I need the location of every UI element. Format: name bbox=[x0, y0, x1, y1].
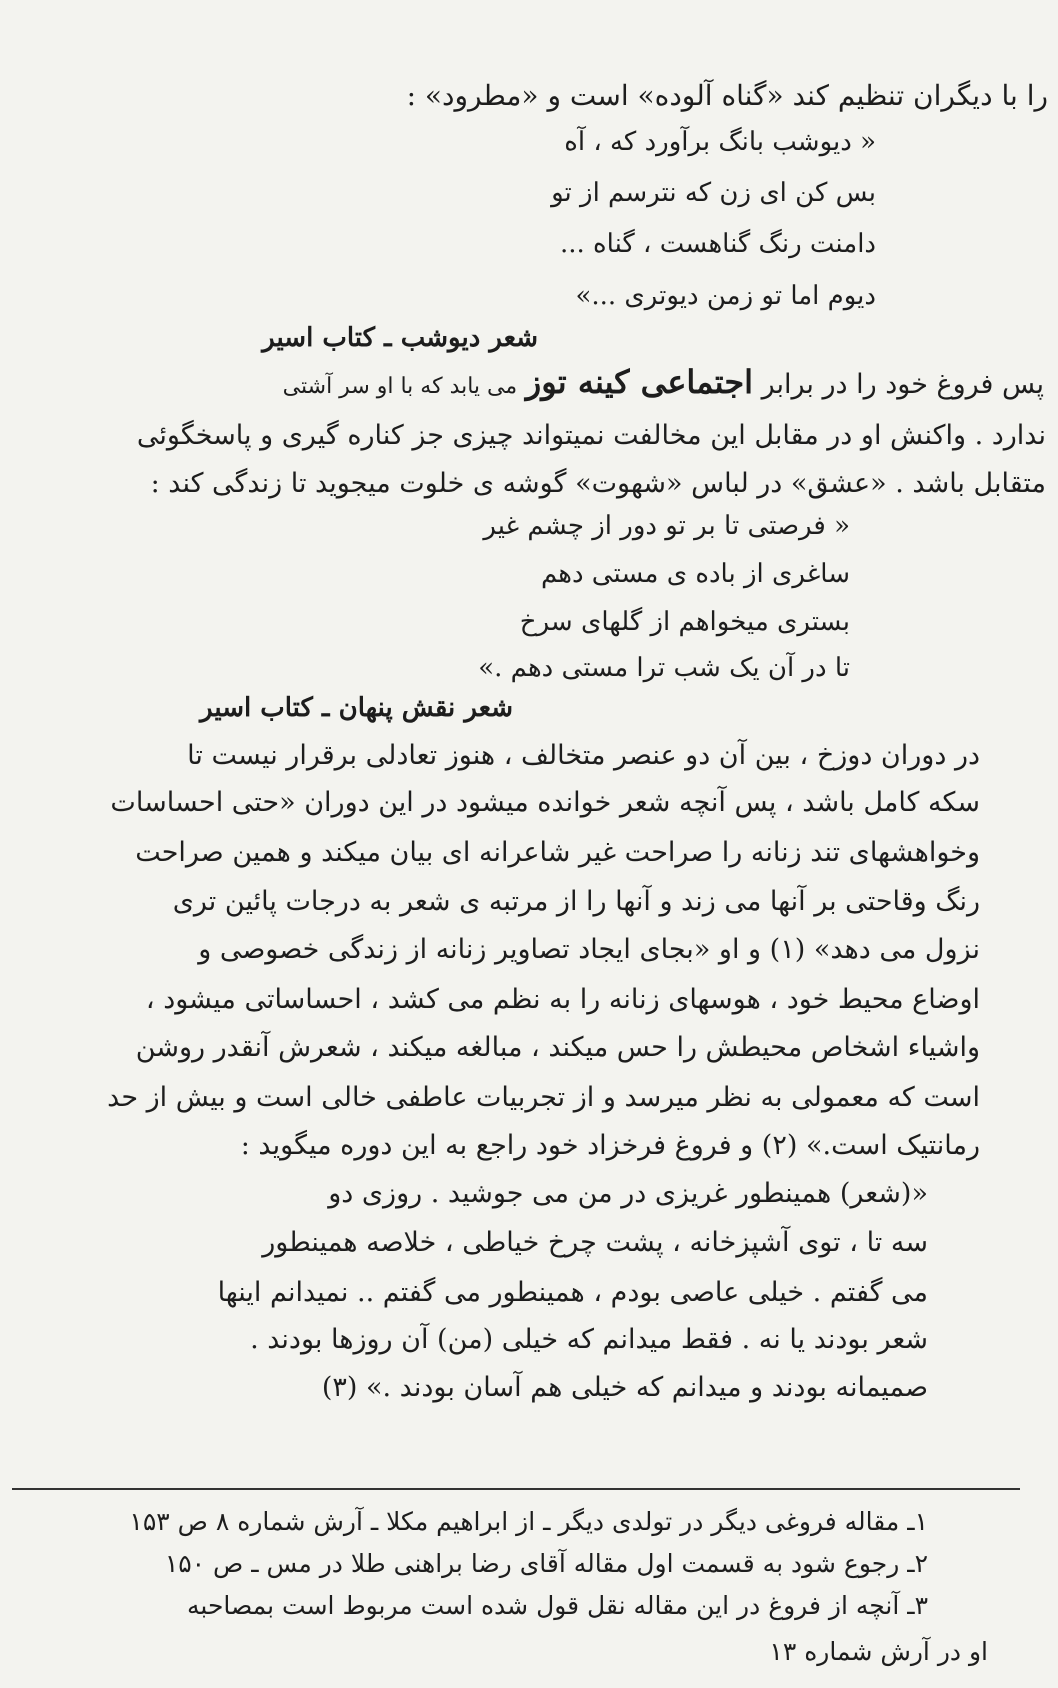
paragraph-line: در دوران دوزخ ، بین آن دو عنصر متخالف ، هنوز تعادلی برقرار نیست تا bbox=[187, 740, 980, 771]
footnote: ۲ـ رجوع شود به قسمت اول مقاله آقای رضا براهنی طلا در مس ـ ص ۱۵۰ bbox=[164, 1549, 928, 1578]
footnote-divider bbox=[12, 1488, 1020, 1490]
poem-line: بس کن ای زن که نترسم از تو bbox=[551, 178, 876, 208]
paragraph-line: متقابل باشد . «عشق» در لباس «شهوت» گوشه ی خلوت میجوید تا زندگی کند : bbox=[150, 468, 1046, 499]
paragraph-line: واشیاء اشخاص محیطش را حس میکند ، مبالغه میکند ، شعرش آنقدر روشن bbox=[135, 1032, 980, 1063]
paragraph-line: است که معمولی به نظر میرسد و از تجربیات عاطفی خالی است و بیش از حد bbox=[107, 1082, 980, 1113]
text-run: پس فروغ خود را در برابر bbox=[761, 369, 1044, 400]
footnote: او در آرش شماره ۱۳ bbox=[769, 1637, 988, 1666]
poem-line: دیوم اما تو زمن دیوتری ...» bbox=[575, 281, 876, 311]
paragraph-line: رمانتیک است.» (۲) و فروغ فرخزاد خود راجع به این دوره میگوید : bbox=[240, 1130, 980, 1161]
poem-line: « دیوشب بانگ برآورد که ، آه bbox=[564, 127, 876, 157]
quote-line: صمیمانه بودند و میدانم که خیلی هم آسان بودند .» (۳) bbox=[321, 1372, 928, 1403]
quote-line: سه تا ، توی آشپزخانه ، پشت چرخ خیاطی ، خلاصه همینطور bbox=[262, 1227, 928, 1258]
poem-line: ساغری از باده ی مستی دهم bbox=[540, 559, 850, 589]
footnote: ۱ـ مقاله فروغی دیگر در تولدی دیگر ـ از ابراهیم مکلا ـ آرش شماره ۸ ص ۱۵۳ bbox=[129, 1507, 928, 1536]
footnote: ۳ـ آنچه از فروغ در این مقاله نقل قول شده است مربوط است بمصاحبه bbox=[187, 1591, 928, 1620]
paragraph-line bbox=[283, 364, 1044, 405]
paragraph-line: سکه کامل باشد ، پس آنچه شعر خوانده میشود در این دوران «حتی احساسات bbox=[110, 787, 980, 818]
intro-line: را با دیگران تنظیم کند «گناه آلوده» است و «مطرود» : bbox=[406, 79, 1048, 112]
paragraph-line: رنگ وقاحتی بر آنها می زند و آنها را از مرتبه ی شعر به درجات پائین تری bbox=[172, 886, 980, 917]
quote-line: شعر بودند یا نه . فقط میدانم که خیلی (من) آن روزها بودند . bbox=[250, 1324, 928, 1355]
paragraph-line: اوضاع محیط خود ، هوسهای زنانه را به نظم می کشد ، احساساتی میشود ، bbox=[145, 984, 980, 1015]
paragraph-line: وخواهشهای تند زنانه را صراحت غیر شاعرانه ای بیان میکند و همین صراحت bbox=[135, 837, 980, 868]
poem-caption: شعر نقش پنهان ـ کتاب اسیر bbox=[200, 693, 513, 723]
poem-line: دامنت رنگ گناهست ، گناه ... bbox=[559, 229, 876, 259]
poem-line: « فرصتی تا بر تو دور از چشم غیر bbox=[483, 511, 850, 541]
poem-line: تا در آن یک شب ترا مستی دهم .» bbox=[478, 653, 850, 683]
paragraph-line: نزول می دهد» (۱) و او «بجای ایجاد تصاویر زنانه از زندگی خصوصی و bbox=[198, 934, 980, 965]
paragraph-line: ندارد . واکنش او در مقابل این مخالفت نمیتواند چیزی جز کناره گیری و پاسخگوئی bbox=[136, 420, 1046, 451]
emphasis-text: اجتماعی کینه توز bbox=[525, 363, 753, 401]
quote-line: «(شعر) همینطور غریزی در من می جوشید . روزی دو bbox=[328, 1178, 928, 1209]
text-run: می یابد که با او سر آشتی bbox=[282, 374, 518, 399]
poem-line: بستری میخواهم از گلهای سرخ bbox=[519, 607, 850, 637]
poem-caption: شعر دیوشب ـ کتاب اسیر bbox=[262, 323, 538, 353]
quote-line: می گفتم . خیلی عاصی بودم ، همینطور می گفتم .. نمیدانم اینها bbox=[217, 1277, 928, 1308]
